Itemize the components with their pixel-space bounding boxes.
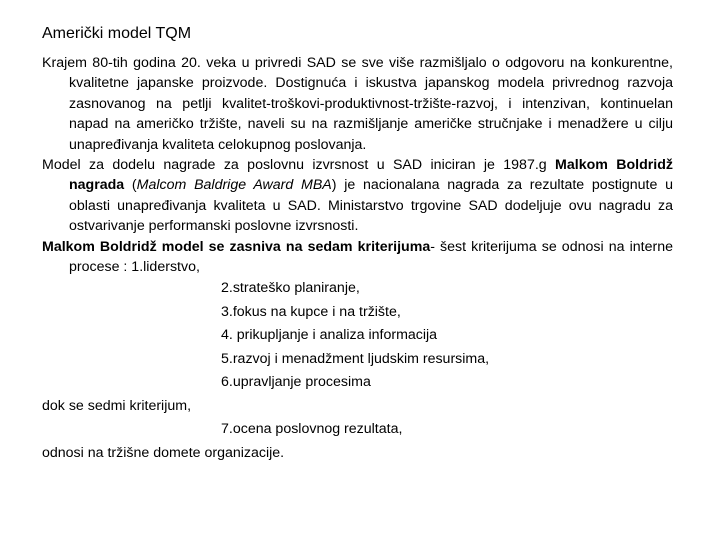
criterion-item: 6.upravljanje procesima <box>221 374 371 391</box>
paragraph-intro: Krajem 80-tih godina 20. veka u privredi SAD se sve više razmišljalo o odgovoru na konkurentne, kvalitetne japanske proizvode. Dostignuća i iskustva japanskog modela privrednog razvoja zasnovanog na petlji kvalitet-troškovi-produktivnost-tržište-razvoj, i intenzivan, kontinuelan napad na američko tržište, naveli su na razmišljanje američke stručnjake i menadžere u cilju unapređivanja kvaliteta celokupnog poslovanja. <box>42 55 673 153</box>
seventh-criterion-intro: dok se sedmi kriterijum, <box>42 397 192 414</box>
award-english-name: Malcom Baldrige Award MBA <box>136 177 332 194</box>
paragraph-award-text-3: ) je nacionalana nagrada za rezultate postignute u oblasti unapređivanja kvaliteta u SAD. Ministarstvo trgovine SAD dodeljuje ovu nagradu za ostvarivanje performanski poslovne izvrsnosti. <box>69 177 674 235</box>
slide-title: Američki model TQM <box>42 25 192 42</box>
criterion-item-seventh: 7.ocena poslovnog rezultata, <box>221 421 403 438</box>
closing-line: odnosi na tržišne domete organizacije. <box>42 444 285 461</box>
criterion-item: 4. prikupljanje i analiza informacija <box>221 327 438 344</box>
paragraph-award-text-1: Model za dodelu nagrade za poslovnu izvrsnost u SAD iniciran je 1987.g <box>42 157 556 174</box>
paragraph-award-text-2: ( <box>124 177 137 194</box>
criterion-item: 5.razvoj i menadžment ljudskim resursima, <box>221 350 490 367</box>
criteria-text: - šest kriterijuma se odnosi na interne procese : 1.liderstvo, <box>69 238 673 276</box>
paragraph-criteria <box>42 237 673 278</box>
criterion-item: 2.strateško planiranje, <box>221 280 360 297</box>
criteria-intro: Malkom Boldridž model se zasniva na sedam kriterijuma <box>42 238 431 255</box>
criterion-item: 3.fokus na kupce i na tržište, <box>221 303 401 320</box>
award-name: Malkom Boldridž nagrada <box>69 157 673 194</box>
slide-body <box>42 53 673 465</box>
paragraph-award <box>42 155 673 237</box>
